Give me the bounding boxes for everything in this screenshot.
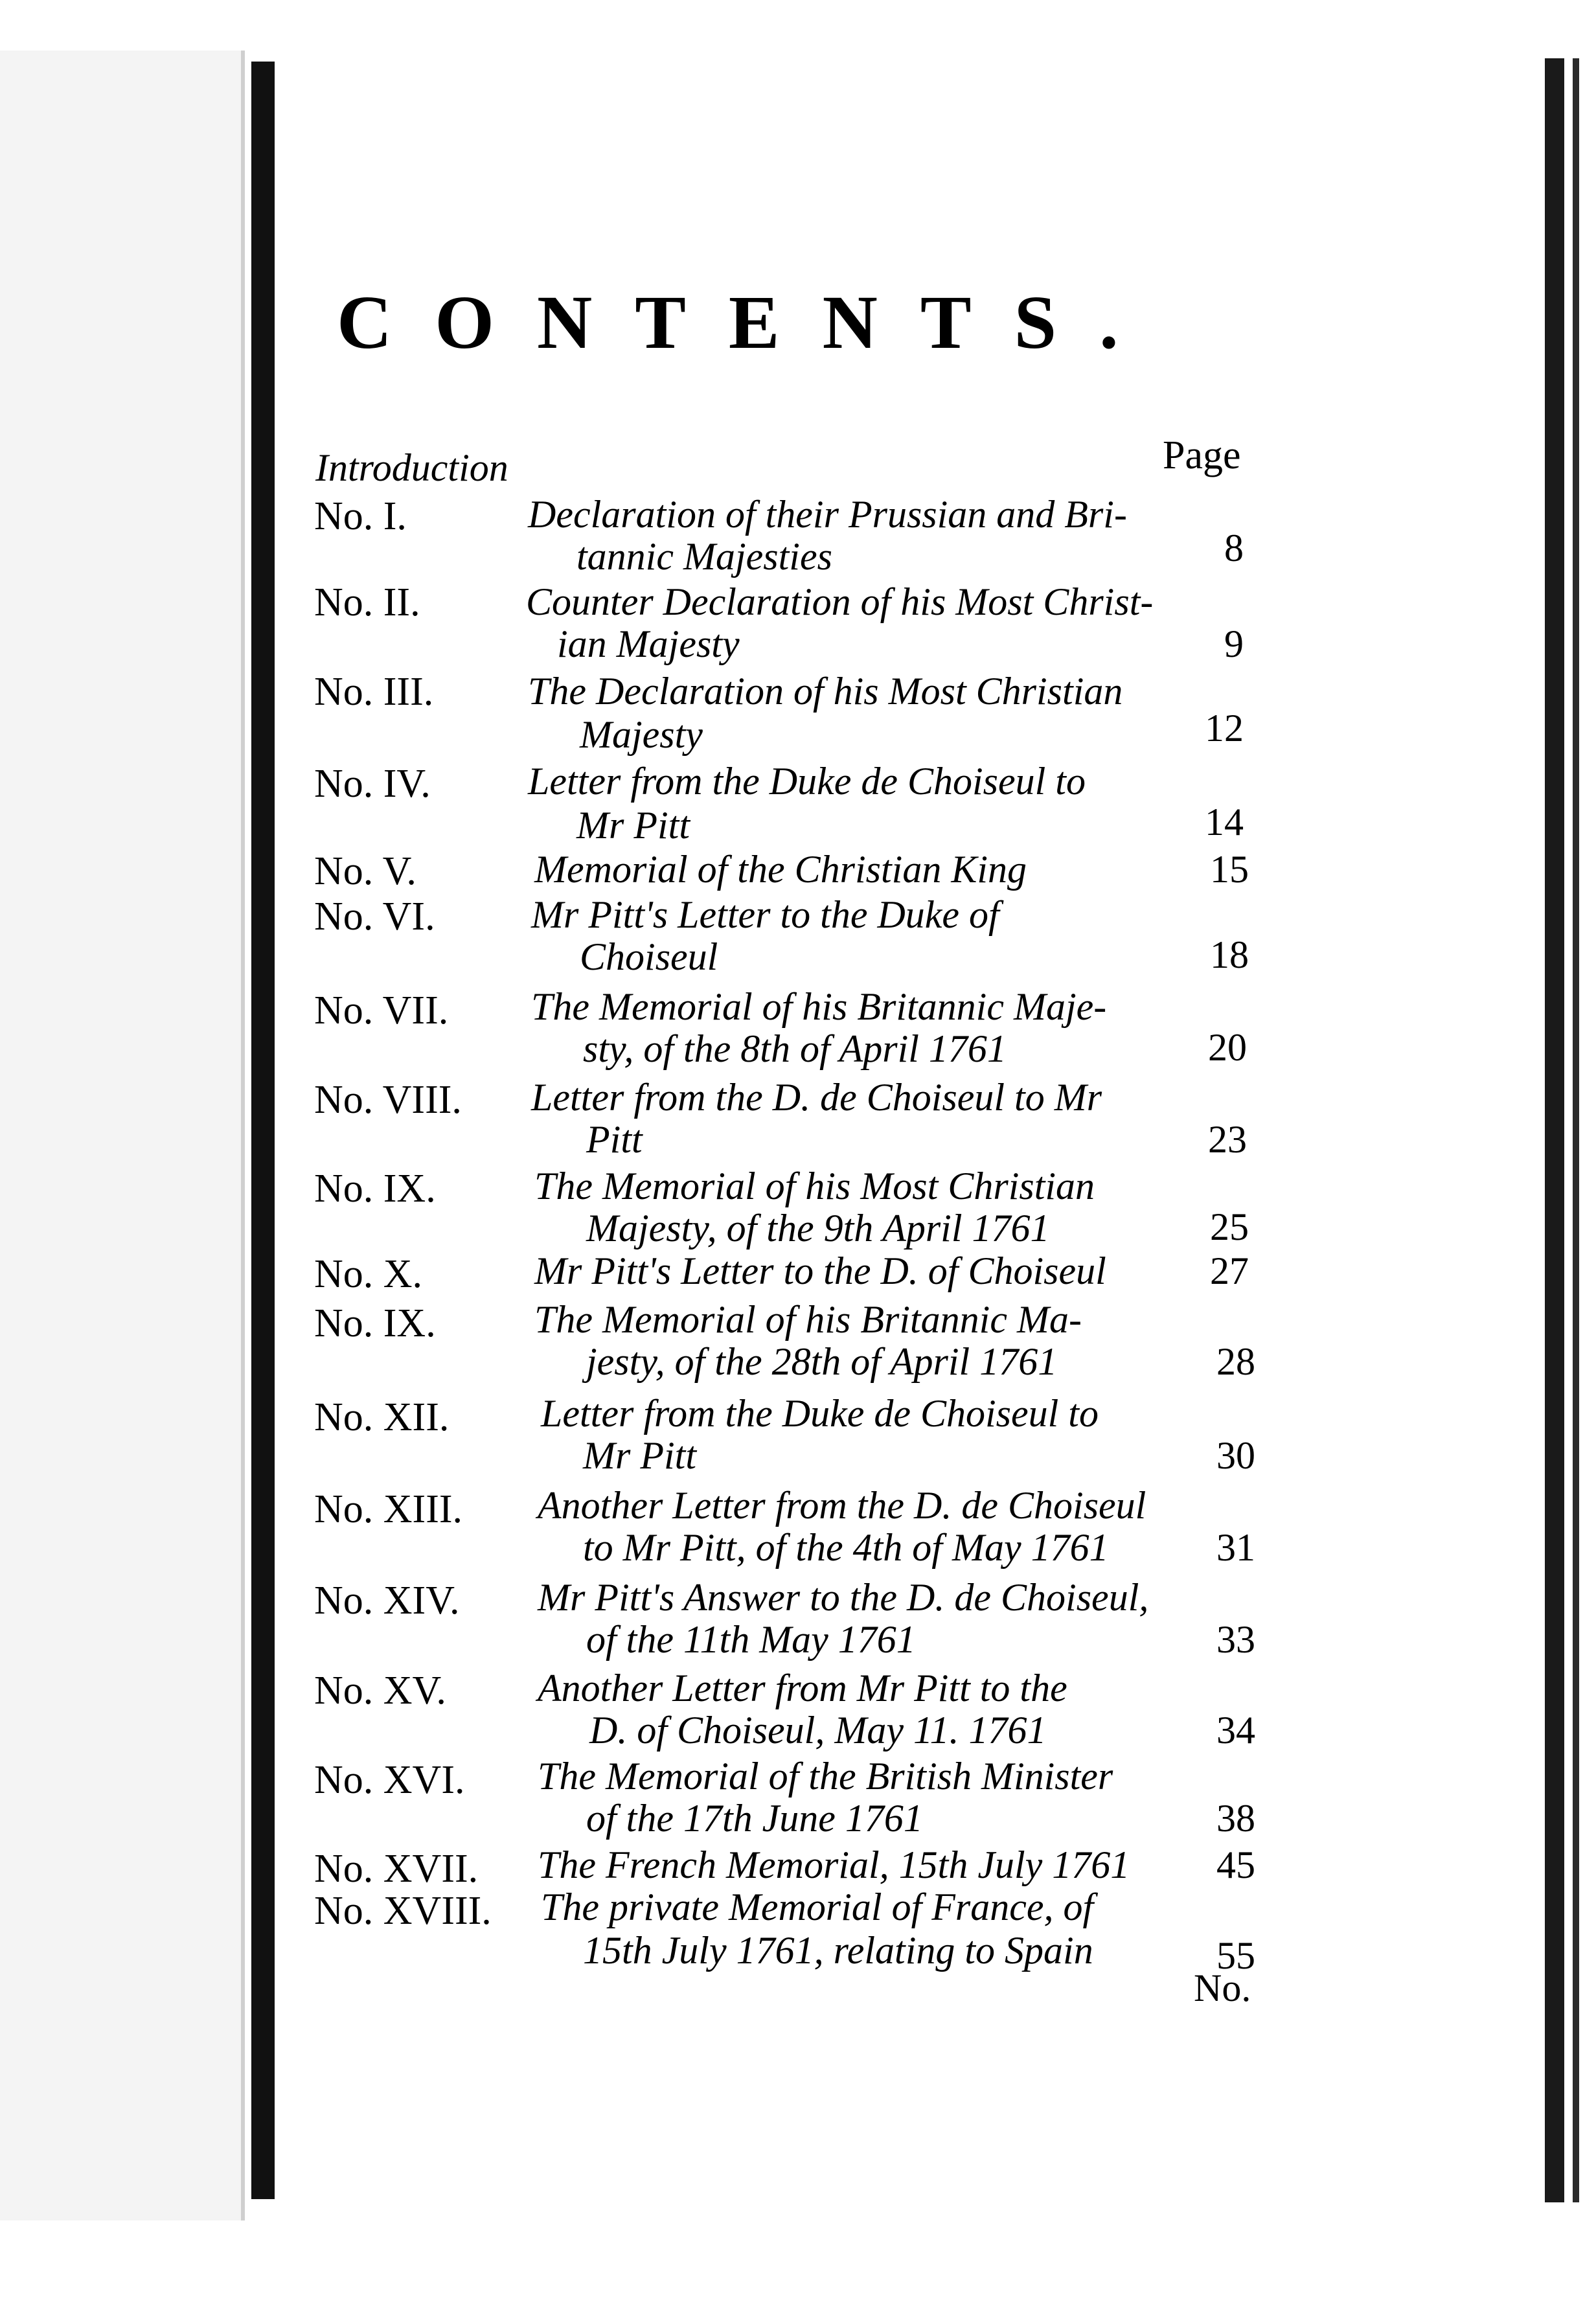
- entry-title-line: to Mr Pitt, of the 4th of May 1761: [583, 1526, 1109, 1569]
- entry-number: No. IX.: [314, 1301, 436, 1345]
- entry-title-line: ian Majesty: [557, 622, 740, 665]
- entry-page: 30: [1216, 1434, 1255, 1477]
- entry-title-line: jesty, of the 28th of April 1761: [586, 1340, 1058, 1383]
- entry-page: 14: [1205, 801, 1244, 843]
- entry-page: 23: [1208, 1118, 1247, 1161]
- entry-title-line: Pitt: [586, 1118, 643, 1161]
- entry-page: 20: [1208, 1026, 1247, 1069]
- entry-title-line: The private Memorial of France, of: [541, 1886, 1094, 1928]
- entry-title-line: The Memorial of his Most Christian: [534, 1165, 1095, 1207]
- entry-title-line: 15th July 1761, relating to Spain: [583, 1929, 1093, 1972]
- entry-number: No. XIV.: [314, 1579, 460, 1623]
- page-edge-shadow: [1545, 58, 1564, 2202]
- catchword: No.: [1194, 1967, 1251, 2009]
- facing-page: [0, 51, 243, 2220]
- entry-number: No. X.: [314, 1252, 423, 1296]
- entry-title-line: Mr Pitt's Answer to the D. de Choiseul,: [538, 1576, 1149, 1619]
- entry-title-line: sty, of the 8th of April 1761: [583, 1027, 1007, 1070]
- entry-number: No. IX.: [314, 1167, 436, 1211]
- page-edge-line: [1573, 58, 1579, 2202]
- entry-title-line: The Memorial of the British Minister: [538, 1755, 1113, 1798]
- entry-page: 18: [1210, 933, 1249, 976]
- entry-title-line: Counter Declaration of his Most Christ-: [526, 580, 1154, 623]
- entry-number: No. XV.: [314, 1669, 446, 1713]
- entry-title-line: Mr Pitt's Letter to the Duke of: [531, 893, 999, 936]
- entry-page: 15: [1210, 848, 1249, 891]
- entry-number: No. V.: [314, 849, 416, 893]
- entry-number: No. VII.: [314, 988, 449, 1033]
- entry-number: No. I.: [314, 494, 407, 538]
- entry-title-line: Mr Pitt: [583, 1434, 696, 1477]
- entry-title-line: Letter from the Duke de Choiseul to: [528, 760, 1086, 803]
- entry-number: No. XIII.: [314, 1487, 462, 1531]
- entry-title-line: of the 11th May 1761: [586, 1618, 916, 1661]
- entry-number: No. III.: [314, 670, 434, 714]
- entry-title-line: Memorial of the Christian King: [534, 848, 1027, 891]
- entry-title-line: Choiseul: [580, 935, 718, 978]
- entry-title-line: The French Memorial, 15th July 1761: [538, 1844, 1130, 1886]
- entry-title-line: Another Letter from the D. de Choiseul: [538, 1484, 1146, 1527]
- entry-title-line: The Memorial of his Britannic Maje-: [531, 985, 1107, 1028]
- entry-number: No. XVIII.: [314, 1889, 492, 1933]
- entry-page: 34: [1216, 1709, 1255, 1752]
- page-title: CONTENTS.: [337, 280, 1161, 365]
- entry-title-line: Another Letter from Mr Pitt to the: [538, 1667, 1067, 1709]
- entry-page: 12: [1205, 707, 1244, 749]
- entry-title-line: of the 17th June 1761: [586, 1797, 923, 1840]
- entry-page: 38: [1216, 1797, 1255, 1840]
- entry-number: No. VI.: [314, 895, 435, 939]
- book-gutter: [251, 62, 275, 2199]
- entry-page: 27: [1210, 1250, 1249, 1292]
- entry-title-line: Mr Pitt's Letter to the D. of Choiseul: [534, 1250, 1106, 1292]
- page-column-header: Page: [1163, 433, 1241, 477]
- entry-number: No. II.: [314, 580, 420, 624]
- entry-title-line: The Declaration of his Most Christian: [528, 670, 1123, 713]
- entry-number: No. XVI.: [314, 1758, 465, 1802]
- introduction-entry: Introduction: [315, 446, 508, 489]
- entry-page: 9: [1224, 622, 1244, 665]
- entry-number: No. XVII.: [314, 1847, 479, 1891]
- entry-number: No. VIII.: [314, 1078, 462, 1122]
- entry-title-line: Majesty: [580, 713, 703, 756]
- entry-page: 8: [1224, 527, 1244, 569]
- entry-title-line: D. of Choiseul, May 11. 1761: [589, 1709, 1047, 1752]
- entry-title-line: Letter from the D. de Choiseul to Mr: [531, 1076, 1102, 1119]
- entry-page: 55: [1216, 1934, 1255, 1977]
- entry-number: No. XII.: [314, 1395, 450, 1439]
- entry-page: 25: [1210, 1205, 1249, 1248]
- entry-title-line: The Memorial of his Britannic Ma-: [534, 1298, 1082, 1341]
- entry-page: 28: [1216, 1340, 1255, 1383]
- entry-title-line: tannic Majesties: [576, 535, 832, 578]
- facing-page-edge: [241, 51, 245, 2220]
- entry-page: 33: [1216, 1618, 1255, 1661]
- entry-title-line: Mr Pitt: [576, 804, 690, 847]
- entry-page: 45: [1216, 1844, 1255, 1886]
- entry-title-line: Declaration of their Prussian and Bri-: [528, 493, 1127, 536]
- entry-page: 31: [1216, 1526, 1255, 1569]
- entry-number: No. IV.: [314, 762, 431, 806]
- entry-title-line: Majesty, of the 9th April 1761: [586, 1207, 1050, 1250]
- entry-title-line: Letter from the Duke de Choiseul to: [541, 1392, 1099, 1435]
